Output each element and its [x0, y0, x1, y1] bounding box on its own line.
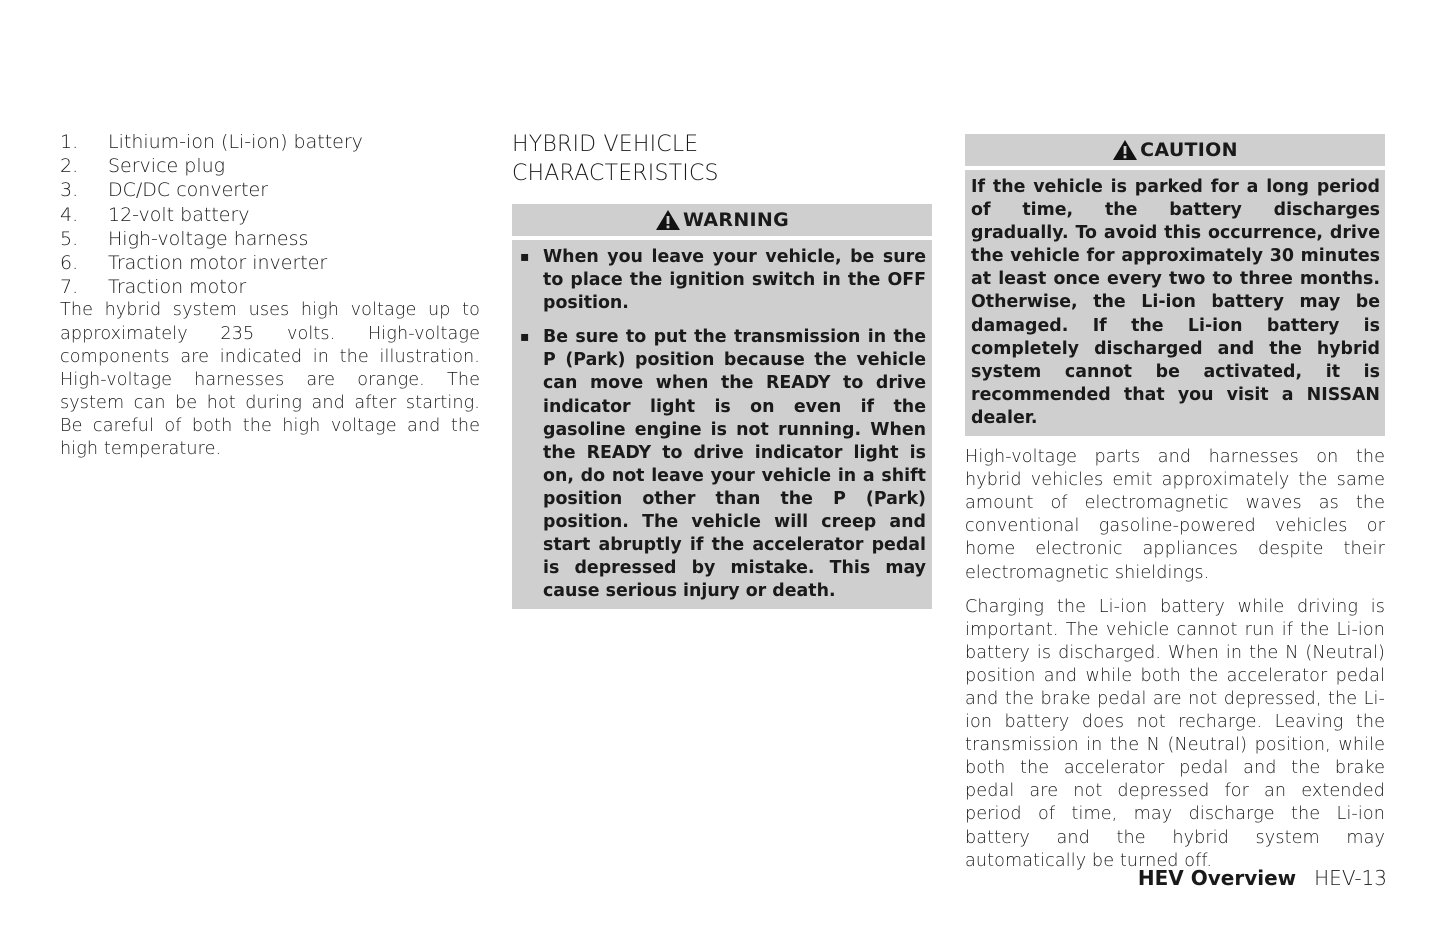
legend-item — [60, 203, 480, 227]
legend-item — [60, 251, 480, 275]
legend-number: 2. — [60, 155, 79, 178]
warning-item — [518, 246, 926, 315]
legend-item — [60, 130, 480, 154]
intro-paragraph: The hybrid system uses high voltage up to approximately 235 volts. High-voltage components are indicated in the illustration. High-voltage harnesses are orange. The system can be hot during and after starting. Be careful of both the high voltage and the high temperature. — [60, 300, 480, 459]
legend-item — [60, 154, 480, 178]
caution-label: CAUTION — [1140, 139, 1238, 161]
legend-label: DC/DC converter — [108, 179, 269, 202]
warning-header — [512, 204, 932, 236]
component-legend — [60, 130, 480, 299]
warning-triangle-icon — [655, 209, 681, 231]
section-title — [512, 130, 932, 188]
caution-header — [965, 134, 1385, 166]
caution-body: If the vehicle is parked for a long period of time, the battery discharges gradually. To avoid this occurrence, drive the vehicle for approximately 30 minutes at least once every two to three months. Otherwise, the Li-ion battery may be damaged. If the Li-ion battery is completely discharged and the hybrid system cannot be activated, it is recommended that you visit a NISSAN dealer. — [965, 170, 1385, 436]
right-column — [965, 134, 1385, 884]
warning-triangle-icon — [1112, 139, 1138, 161]
legend-item — [60, 178, 480, 202]
caution-box — [965, 134, 1385, 436]
charging-paragraph: Charging the Li-ion battery while driving is important. The vehicle cannot run if the Li-ion battery is discharged. When in the N (Neutral) position and while both the accelerator pedal and the brake pedal are not depressed, the Li-ion battery does not recharge. Leaving the transmission in the N (Neutral) position, while both the accelerator pedal and the brake pedal are not depressed for an extended period of time, may discharge the Li-ion battery and the hybrid system may automatically be turned off. — [965, 596, 1385, 871]
legend-label: High-voltage harness — [108, 227, 309, 250]
legend-label: 12-volt battery — [108, 203, 250, 226]
legend-number: 7. — [60, 276, 79, 299]
warning-label: WARNING — [682, 209, 789, 231]
warning-box — [512, 204, 932, 609]
middle-column — [512, 130, 932, 609]
emwaves-paragraph: High-voltage parts and harnesses on the hybrid vehicles emit approximately the same amount of electromagnetic waves as the conventional gasoline-powered vehicles or home electronic appliances despite their electromagnetic shieldings. — [965, 447, 1385, 583]
warning-item — [518, 326, 926, 603]
legend-item — [60, 275, 480, 299]
warning-body — [512, 240, 932, 609]
warning-item-text: Be sure to put the transmission in the P (Park) position because the vehicle can move when the READY to drive indicator light is on even if the gasoline engine is not running. When the READY to drive indicator light is on, do not leave your vehicle in a shift position other than the P (Park) position. The vehicle will creep and start abruptly if the accelerator pedal is depressed by mistake. This may cause serious injury or death. — [543, 327, 926, 602]
legend-number: 6. — [60, 252, 79, 275]
footer-section: HEV Overview — [1137, 866, 1297, 890]
section-title-line1: HYBRID VEHICLE — [512, 132, 699, 157]
warning-item-text: When you leave your vehicle, be sure to place the ignition switch in the OFF position. — [543, 247, 926, 314]
legend-label: Traction motor — [108, 276, 247, 299]
legend-number: 4. — [60, 203, 79, 226]
bullet-icon: ▪ — [520, 249, 530, 265]
legend-label: Lithium-ion (Li-ion) battery — [108, 131, 363, 153]
legend-label: Service plug — [108, 155, 226, 178]
page-footer — [1138, 866, 1387, 890]
legend-item — [60, 227, 480, 251]
legend-number: 5. — [60, 227, 79, 250]
legend-label: Traction motor inverter — [108, 252, 328, 275]
legend-number: 1. — [60, 131, 79, 153]
left-column — [60, 130, 480, 472]
bullet-icon: ▪ — [520, 329, 530, 346]
page-number: HEV-13 — [1314, 866, 1387, 890]
legend-number: 3. — [60, 179, 79, 202]
section-title-line2: CHARACTERISTICS — [512, 161, 719, 186]
